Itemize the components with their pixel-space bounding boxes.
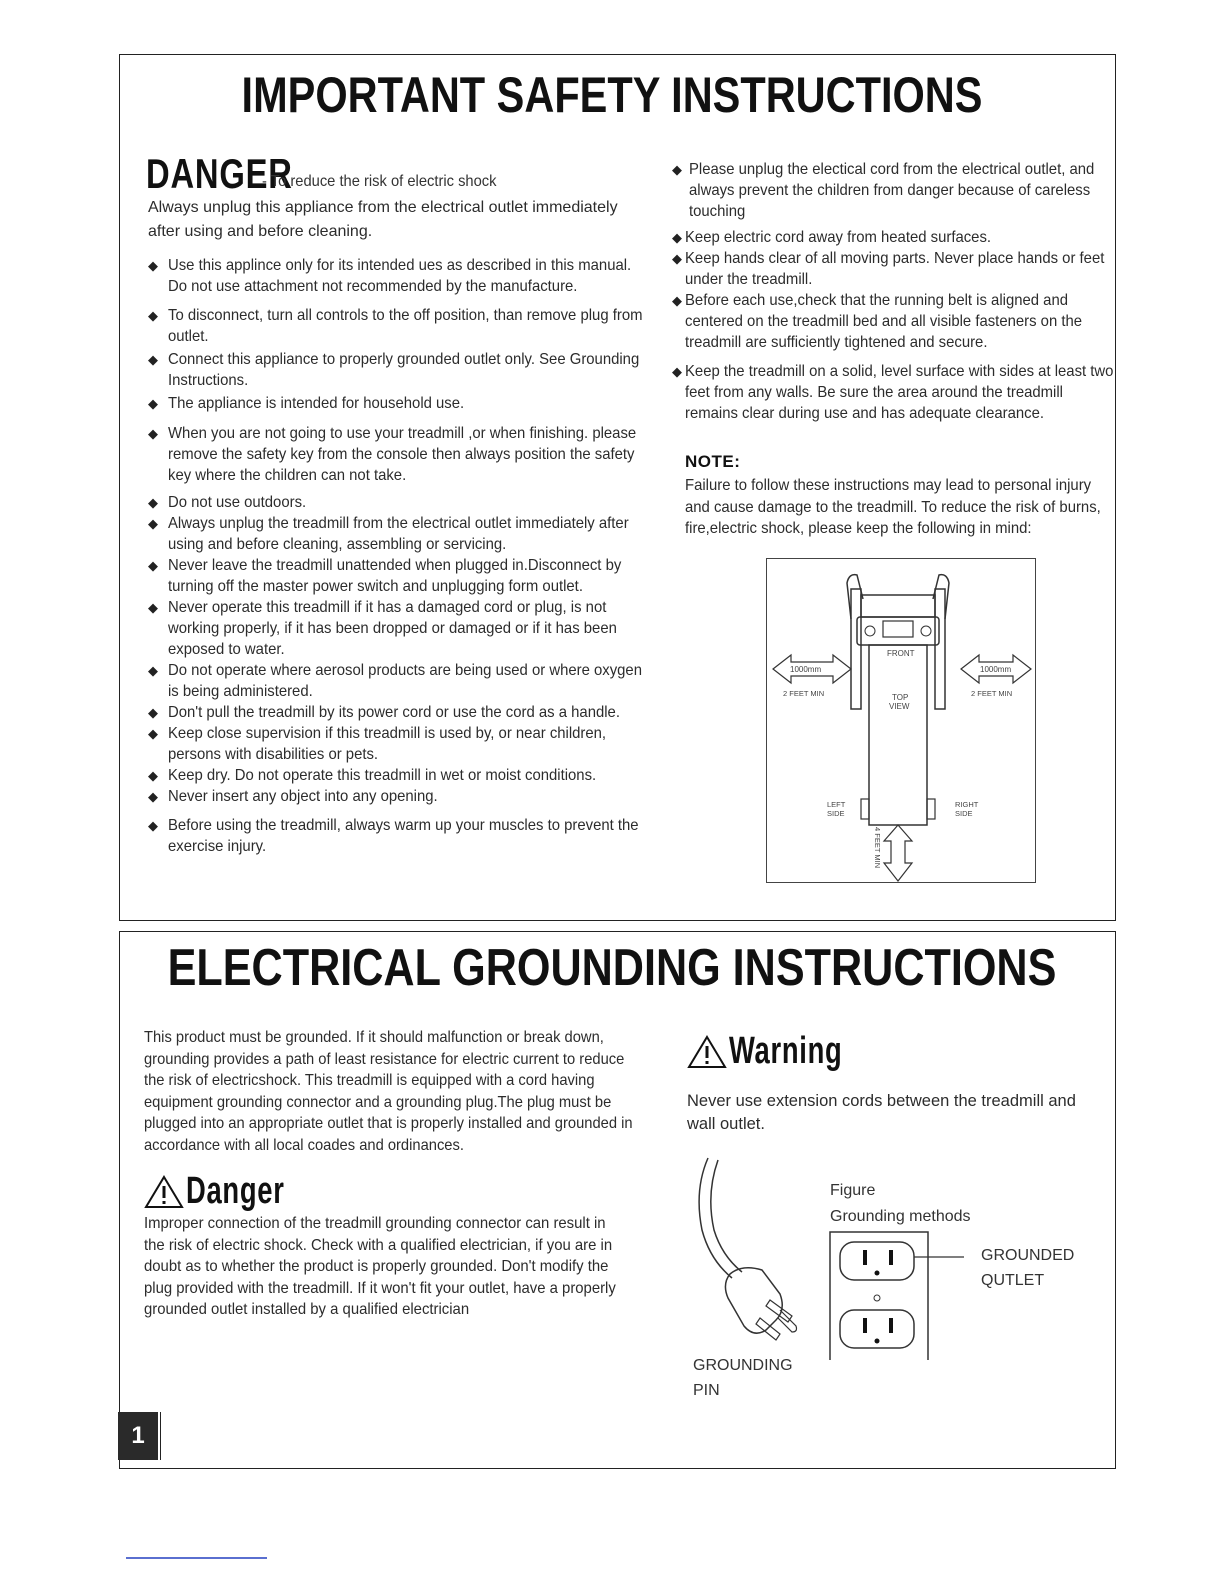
diamond-bullet-icon: ◆ bbox=[148, 768, 158, 783]
diagram-view-label: VIEW bbox=[889, 702, 910, 711]
list-item: ◆ Keep close supervision if this treadmill is used by, or near children, persons with disabilities or pets. bbox=[148, 725, 607, 763]
left-safety-list bbox=[148, 255, 648, 857]
diamond-bullet-icon: ◆ bbox=[148, 558, 158, 573]
diagram-left-mm: 1000mm bbox=[790, 665, 822, 674]
list-item: ◆ Never leave the treadmill unattended when plugged in.Disconnect by turning off the master power switch and unplugging form outlet. bbox=[148, 557, 622, 595]
page-number-box: 1 bbox=[118, 1412, 158, 1460]
safety-intro: Always unplug this appliance from the electrical outlet immediately after using and before cleaning. bbox=[148, 199, 618, 240]
danger-word: DANGER bbox=[146, 150, 293, 197]
treadmill-clearance-diagram bbox=[766, 558, 1036, 883]
diamond-bullet-icon: ◆ bbox=[672, 162, 682, 177]
diagram-left-min: 2 FEET MIN bbox=[783, 689, 825, 698]
diamond-bullet-icon: ◆ bbox=[148, 258, 158, 273]
list-item: ◆ Keep the treadmill on a solid, level surface with sides at least two feet from any walls. Be sure the area around the treadmill remains clear during use and has adequate clearance. bbox=[672, 363, 1114, 422]
diamond-bullet-icon: ◆ bbox=[148, 705, 158, 720]
safety-title: IMPORTANT SAFETY INSTRUCTIONS bbox=[241, 67, 983, 123]
note-title: NOTE: bbox=[685, 452, 741, 471]
grounded-outlet-label: GROUNDED QUTLET bbox=[981, 1247, 1075, 1289]
list-item: ◆ Keep hands clear of all moving parts. Never place hands or feet under the treadmill. bbox=[672, 250, 1105, 288]
list-item: ◆ Use this applince only for its intended ues as described in this manual. Do not use attachment not recommended by the manufacture. bbox=[148, 257, 632, 295]
list-item: ◆ Don't pull the treadmill by its power cord or use the cord as a handle. bbox=[148, 704, 620, 721]
figure-caption: Grounding methods bbox=[830, 1208, 971, 1225]
danger-subheading: - To reduce the risk of electric shock bbox=[262, 173, 497, 190]
diagram-top-label: TOP bbox=[892, 693, 909, 702]
page-number bbox=[118, 1412, 173, 1460]
diamond-bullet-icon: ◆ bbox=[148, 396, 158, 411]
diamond-bullet-icon: ◆ bbox=[148, 726, 158, 741]
list-item: ◆ Do not operate where aerosol products are being used or where oxygen is being administered. bbox=[148, 662, 642, 700]
warning-triangle-icon bbox=[687, 1035, 727, 1069]
list-item: ◆ Always unplug the treadmill from the electrical outlet immediately after using and before cleaning, assembling or servicing. bbox=[148, 515, 629, 553]
note-text: Failure to follow these instructions may lead to personal injury and cause damage to the treadmill. To reduce the risk of burns, fire,electric shock, please keep the following in mind: bbox=[685, 477, 1101, 537]
diamond-bullet-icon: ◆ bbox=[672, 364, 682, 379]
page-number-bar bbox=[160, 1412, 172, 1460]
diamond-bullet-icon: ◆ bbox=[148, 308, 158, 323]
list-item: ◆ Connect this appliance to properly grounded outlet only. See Grounding Instructions. bbox=[148, 351, 640, 389]
diamond-bullet-icon: ◆ bbox=[148, 495, 158, 510]
diamond-bullet-icon: ◆ bbox=[672, 230, 682, 245]
diagram-right-mm: 1000mm bbox=[980, 665, 1012, 674]
warning-triangle-icon bbox=[144, 1175, 184, 1209]
danger-text: Improper connection of the treadmill grounding connector can result in the risk of electric shock. Check with a qualified electrician, if you are in doubt as to whether the product is properly grounded. Don't modify the plug provided with the treadmill. If it won't fit your outlet, have a properly grounded outlet installed by a qualified electrician bbox=[144, 1215, 616, 1318]
treadmill-top-view-illustration bbox=[767, 559, 1037, 884]
warning-text: Never use extension cords between the treadmill and wall outlet. bbox=[687, 1092, 1076, 1133]
diamond-bullet-icon: ◆ bbox=[672, 251, 682, 266]
diamond-bullet-icon: ◆ bbox=[148, 352, 158, 367]
diagram-left-side-1: LEFT bbox=[827, 800, 846, 809]
footer-line bbox=[126, 1557, 267, 1559]
diamond-bullet-icon: ◆ bbox=[148, 516, 158, 531]
grounding-plug-outlet-figure bbox=[680, 1150, 980, 1360]
diamond-bullet-icon: ◆ bbox=[148, 818, 158, 833]
list-item: ◆ Do not use outdoors. bbox=[148, 494, 307, 511]
list-item: ◆ Never insert any object into any opening. bbox=[148, 788, 438, 805]
diagram-right-side-2: SIDE bbox=[955, 809, 973, 818]
list-item: ◆ Keep dry. Do not operate this treadmill in wet or moist conditions. bbox=[148, 767, 597, 784]
diagram-right-min: 2 FEET MIN bbox=[971, 689, 1013, 698]
list-item: ◆ Keep electric cord away from heated surfaces. bbox=[672, 229, 992, 246]
list-item: ◆ Before using the treadmill, always warm up your muscles to prevent the exercise injury. bbox=[148, 817, 639, 855]
grounding-title: ELECTRICAL GROUNDING INSTRUCTIONS bbox=[167, 939, 1057, 997]
list-item: ◆ Never operate this treadmill if it has a damaged cord or plug, is not working properly, if it has been dropped or damaged or if it has been exposed to water. bbox=[148, 599, 617, 658]
diamond-bullet-icon: ◆ bbox=[148, 663, 158, 678]
grounding-pin-label: GROUNDING PIN bbox=[693, 1357, 793, 1399]
diagram-rear-min: 4 FEET MIN bbox=[873, 827, 882, 869]
diagram-left-side-2: SIDE bbox=[827, 809, 845, 818]
right-safety-list bbox=[672, 159, 1112, 424]
diamond-bullet-icon: ◆ bbox=[148, 600, 158, 615]
diamond-bullet-icon: ◆ bbox=[148, 426, 158, 441]
figure-label: Figure bbox=[830, 1182, 876, 1199]
diamond-bullet-icon: ◆ bbox=[672, 293, 682, 308]
grounding-intro: This product must be grounded. If it should malfunction or break down, grounding provides a path of least resistance for electric current to reduce the risk of electricshock. This treadmill is equipped with a cord having equipment grounding connector and a grounding plug.The plug must be plugged into an appropriate outlet that is properly installed and grounded in accordance with all local coades and ordinances. bbox=[144, 1029, 633, 1154]
diagram-front-label: FRONT bbox=[887, 649, 915, 658]
list-item: ◆ The appliance is intended for household use. bbox=[148, 395, 465, 412]
list-item: ◆ Please unplug the electical cord from the electrical outlet, and always prevent the children from danger because of careless touching bbox=[672, 161, 1095, 220]
list-item: ◆ Before each use,check that the running belt is aligned and centered on the treadmill bed and all visible fasteners on the treadmill are sufficiently tightened and secure. bbox=[672, 292, 1083, 351]
diamond-bullet-icon: ◆ bbox=[148, 789, 158, 804]
warning-subsection-heading: Warning bbox=[687, 1030, 887, 1073]
list-item: ◆ When you are not going to use your treadmill ,or when finishing. please remove the safety key from the console then always position the safety key where the children can not take. bbox=[148, 425, 637, 484]
list-item: ◆ To disconnect, turn all controls to the off position, than remove plug from outlet. bbox=[148, 307, 643, 345]
danger-subsection-heading: Danger bbox=[144, 1170, 323, 1213]
diagram-right-side-1: RIGHT bbox=[955, 800, 979, 809]
